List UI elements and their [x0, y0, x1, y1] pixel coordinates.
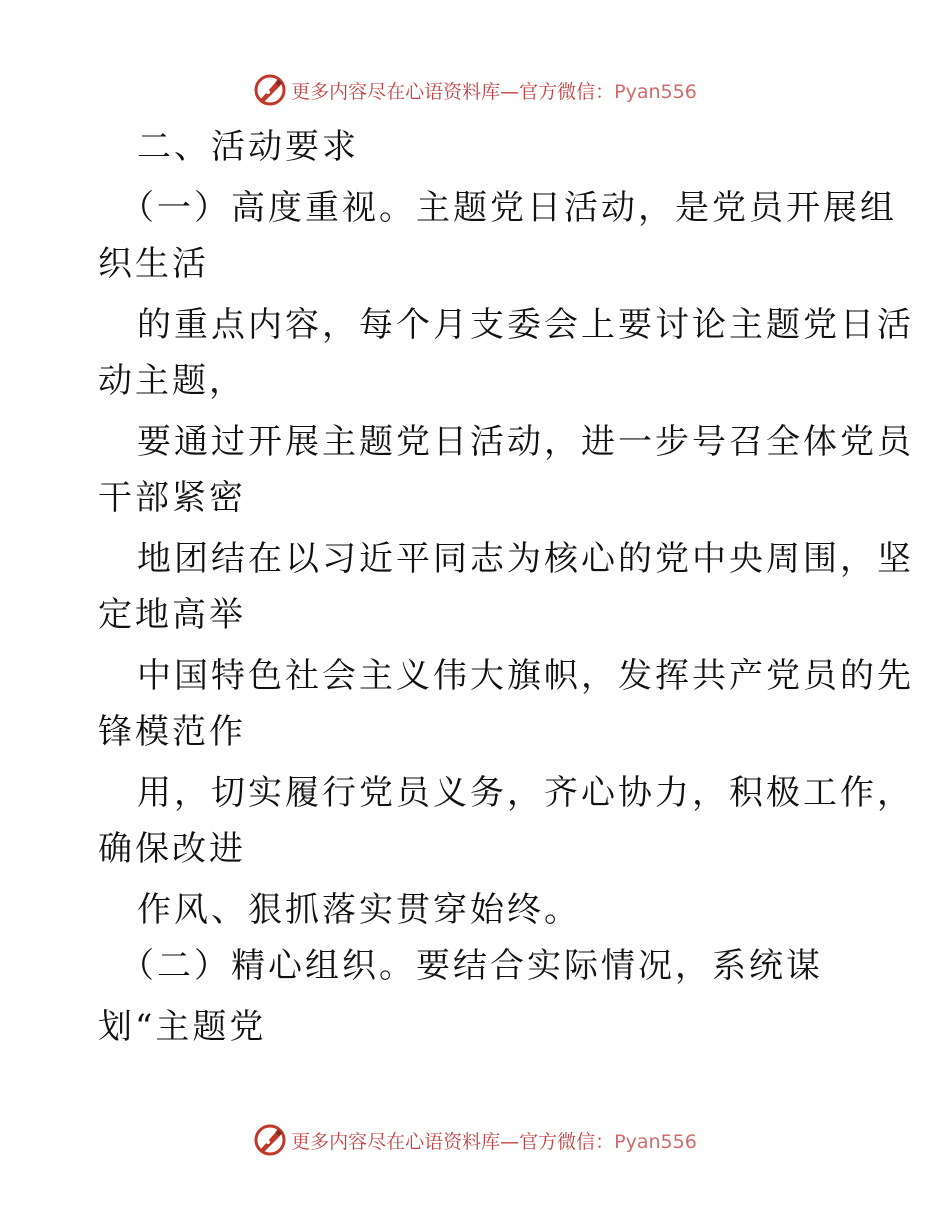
- paragraph-line: （一）高度重视。主题党日活动，是党员开展组: [120, 188, 897, 228]
- watermark-main-text: 更多内容尽在心语资料库—官方微信：: [291, 80, 615, 103]
- paragraph-line: 要通过开展主题党日活动，进一步号召全体党员: [137, 422, 914, 462]
- paragraph-line: 作风、狠抓落实贯穿始终。: [137, 890, 581, 930]
- watermark-text: [291, 1127, 697, 1154]
- paragraph-line: （二）精心组织。要结合实际情况，系统谋: [120, 946, 823, 986]
- paragraph-line: 地团结在以习近平同志为核心的党中央周围，坚: [137, 539, 914, 579]
- paragraph-line: 中国特色社会主义伟大旗帜，发挥共产党员的先: [137, 656, 914, 696]
- watermark-main-text: 更多内容尽在心语资料库—官方微信：: [291, 1130, 615, 1153]
- paragraph-line: 动主题，: [98, 361, 246, 401]
- section-heading: 二、活动要求: [137, 127, 359, 167]
- watermark-wechat-id: Pyan556: [614, 1130, 697, 1153]
- watermark-wechat-id: Pyan556: [614, 80, 697, 103]
- paragraph-line: 织生活: [98, 244, 209, 284]
- paragraph-line: 的重点内容，每个月支委会上要讨论主题党日活: [137, 305, 914, 345]
- pen-logo-icon: [253, 1123, 287, 1157]
- paragraph-line: 划“主题党: [98, 1007, 267, 1047]
- footer-watermark: [0, 1120, 950, 1160]
- pen-logo-icon: [253, 73, 287, 107]
- paragraph-line: 用，切实履行党员义务，齐心协力，积极工作，: [137, 773, 914, 813]
- paragraph-line: 锋模范作: [98, 712, 246, 752]
- paragraph-line: 确保改进: [98, 829, 246, 869]
- watermark-text: [291, 77, 697, 104]
- paragraph-line: 干部紧密: [98, 478, 246, 518]
- paragraph-line: 定地高举: [98, 595, 246, 635]
- header-watermark: [0, 70, 950, 110]
